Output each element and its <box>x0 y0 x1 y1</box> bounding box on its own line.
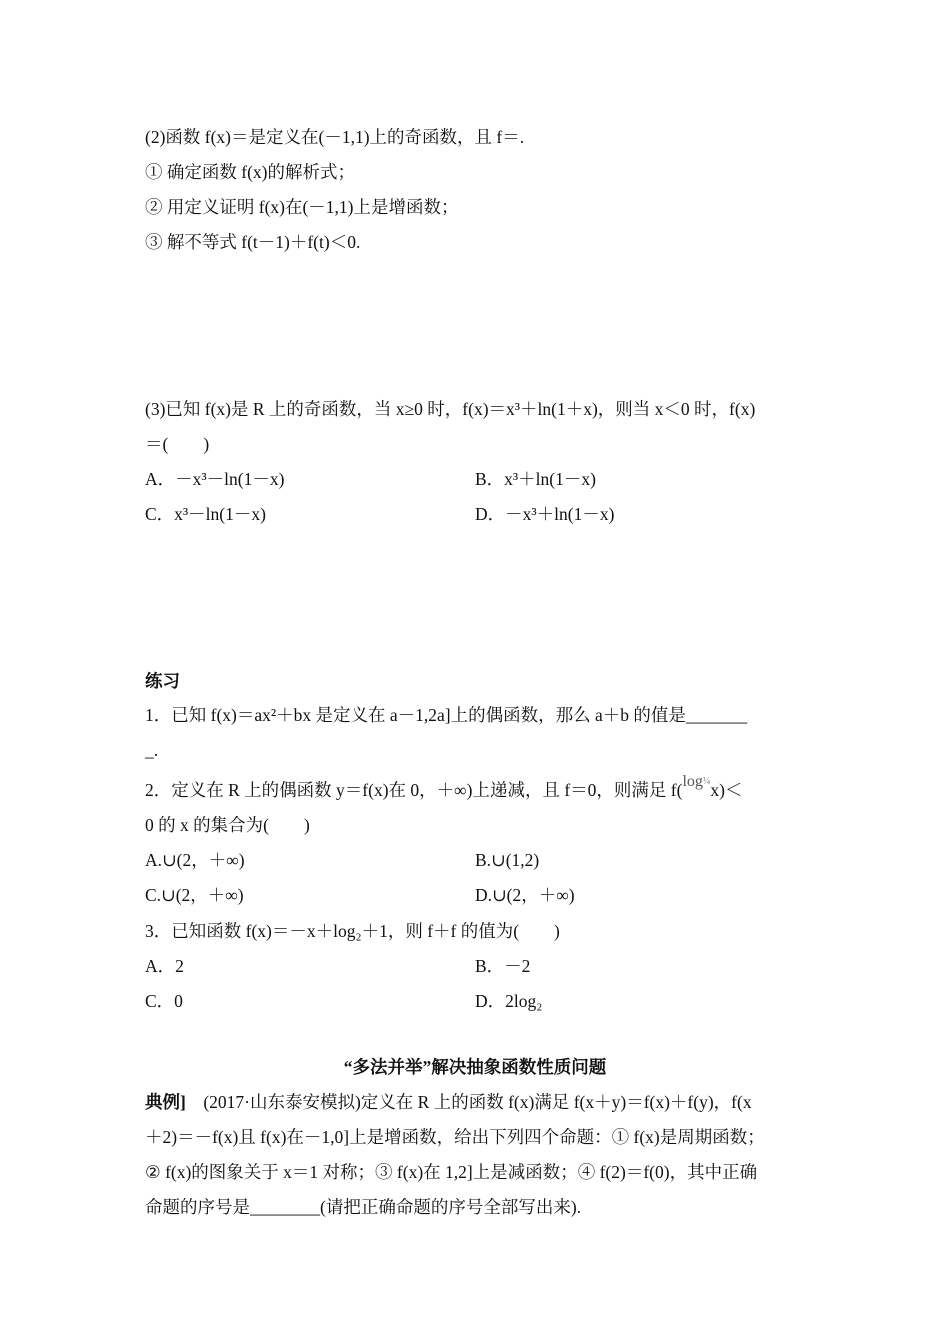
part3-stem-line2: ＝( ) <box>145 434 210 454</box>
part2-question-2: ② 用定义证明 f(x)在(－1,1)上是增函数； <box>145 197 459 217</box>
practice-3-line1: 3．已知函数 f(x)＝－x＋log₂＋1，则 f＋f 的值为( ) <box>145 921 560 941</box>
practice-3-option-c: C．0 <box>145 991 183 1011</box>
practice-2-text-a: 2．定义在 R 上的偶函数 y＝f(x)在 0，＋∞)上递减，且 f＝0，则满足 f( <box>145 780 683 800</box>
section-title: “多法并举”解决抽象函数性质问题 <box>343 1057 607 1077</box>
part3-stem-line1: (3)已知 f(x)是 R 上的奇函数，当 x≥0 时，f(x)＝x³＋ln(1＋x)，则当 x＜0 时，f(x) <box>145 399 756 419</box>
practice-1-line2: _. <box>145 740 159 760</box>
practice-2-option-b: B.∪(1,2) <box>475 850 540 870</box>
part3-option-a: A．－x³－ln(1－x) <box>145 469 285 489</box>
practice-2-log-sub: ¼ <box>702 776 711 787</box>
part3-option-d: D．－x³＋ln(1－x) <box>475 504 615 524</box>
part2-question-3: ③ 解不等式 f(t－1)＋f(t)＜0. <box>145 232 361 252</box>
practice-1-line1: 1．已知 f(x)＝ax²＋bx 是定义在 a－1,2a]上的偶函数，那么 a＋b 的值是_______ <box>145 705 748 725</box>
practice-2-line2: 0 的 x 的集合为( ) <box>145 815 310 835</box>
example-text-1: (2017·山东泰安模拟)定义在 R 上的函数 f(x)满足 f(x＋y)＝f(x)＋f(y)，f(x <box>185 1092 752 1112</box>
practice-2-line1 <box>145 773 743 805</box>
part3-option-b: B．x³＋ln(1－x) <box>475 469 596 489</box>
example-label: 典例] <box>145 1092 186 1112</box>
example-line3: ② f(x)的图象关于 x＝1 对称；③ f(x)在 1,2]上是减函数；④ f(2)＝f(0)，其中正确 <box>145 1162 758 1182</box>
part3-option-c: C．x³－ln(1－x) <box>145 504 266 524</box>
part2-intro: (2)函数 f(x)＝是定义在(－1,1)上的奇函数，且 f＝. <box>145 127 525 147</box>
part2-question-1: ① 确定函数 f(x)的解析式； <box>145 162 355 182</box>
practice-heading: 练习 <box>145 671 180 691</box>
practice-2-option-d: D.∪(2，＋∞) <box>475 885 575 905</box>
practice-3-option-d: D．2log₂ <box>475 991 543 1011</box>
practice-2-text-b: x)＜ <box>710 780 743 800</box>
practice-3-option-b: B．－2 <box>475 956 531 976</box>
practice-3-option-a: A．2 <box>145 956 184 976</box>
practice-2-option-c: C.∪(2，＋∞) <box>145 885 244 905</box>
practice-2-option-a: A.∪(2，＋∞) <box>145 850 245 870</box>
example-line2: ＋2)＝－f(x)且 f(x)在－1,0]上是增函数，给出下列四个命题：① f(x)是周期函数； <box>145 1127 765 1147</box>
example-line1 <box>145 1091 752 1113</box>
example-line4: 命题的序号是________(请把正确命题的序号全部写出来). <box>145 1197 582 1217</box>
practice-2-log: log <box>682 773 703 790</box>
